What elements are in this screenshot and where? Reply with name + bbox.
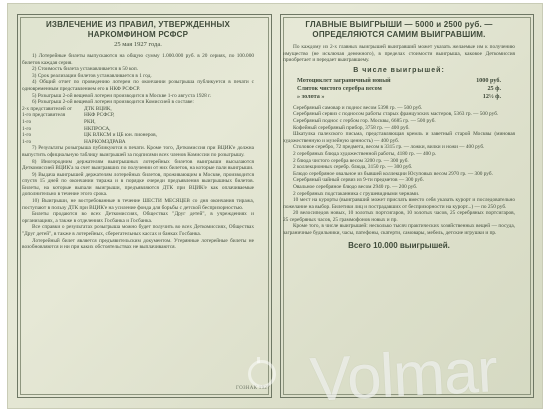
commission-row: 2-х представителей от ДТК ВЦИК, (22, 105, 112, 112)
rules-title-line1: ИЗВЛЕЧЕНИЕ ИЗ ПРАВИЛ, УТВЕРЖДЕННЫХ (45, 20, 231, 29)
prizes-total: Всего 10.000 выигрышей. (348, 240, 450, 250)
prize-item: 2 блюда чистого серебра весом 3200 гр. — 300 руб. (293, 157, 409, 164)
prize-item: 10 мест на курорты (выигравший может прислать вместо себя указать курорт и последовательно пожелание на выбор. Билетики лиц и пострадавших от беспризорности на курорт...) — по 250 руб. (283, 197, 515, 210)
rule-9: 9) Выдача выигрышей держателям лотерейных билетов, проживающим в Москве, производится спустя 15 дней по окончании тиража и в порядке очереди предъявления выигрышных билетов. Билеты, на которые выпали выигрыши, предъявляются ДТК при ВЦИК'е как оплачиваемые дополнительно в течение этого срока. (22, 171, 254, 198)
printer-mark: ГОЗНАК 1927 (236, 386, 270, 391)
commission-row: 1-го ЦК ВЛКСМ и ЦБ юн. пионеров, (22, 132, 157, 139)
rule-2: 2) Стоимость билета устанавливается в 50 коп. (32, 66, 139, 73)
prize-row: Слиток чистого серебра весом 25 ф. (297, 84, 501, 92)
right-column-prizes (283, 20, 515, 388)
rule-6: 6) Розыгрыш 2-ой вещевой лотереи производится Комиссией в составе: (32, 99, 194, 106)
prizes-title-line2: ОПРЕДЕЛЯЮТСЯ САМИМ ВЫИГРАВШИМ. (312, 30, 486, 39)
rules-title-line2: НАРКОМФИНОМ РСФСР (87, 30, 189, 39)
inquiry-note: Все справки о результатах розыгрыша можно будет получить во всех Деткомиссиях, Обществах "Друг детей", в также в лотерейных, сберегательных кассах и банках Госбанка. (22, 224, 254, 238)
prize-row: Мотоциклет заграничный новый 1000 руб. (297, 76, 501, 84)
prizes-title-line1: ГЛАВНЫЕ ВЫИГРЫШИ — 5000 и 2500 руб. — (305, 20, 493, 29)
prize-item: 20 велосипедов новых, 10 золотых портсигаров, 10 золотых часов, 25 серебряных портсигаров, 25 серебряных часов, 25 граммофонов новых и пр. (283, 210, 515, 223)
rules-date: 25 мая 1927 года. (114, 41, 162, 48)
rule-1: 1) Лотерейные билеты выпускаются на общую сумму 1.000.000 руб. в 20 сериях, по 100.000 билетов каждая серия. (22, 53, 254, 66)
sales-note: Билеты продаются во всех Деткомиссиях, Обществах "Друг детей", в учреждениях и организациях, а также в отделениях Госбанка и Госбанка. (22, 211, 254, 224)
prize-item: 2 серебряных подстаканника с грушевидными чернами. (293, 190, 420, 197)
commission-row: 1-го НАРКОМЗДРАВА (22, 138, 126, 145)
rule-5: 5) Розыгрыш 2-ой вещевой лотереи производится в Москве 1-го августа 1928 г. (32, 92, 212, 99)
rule-7: 7) Результаты розыгрыша публикуются в печати. Кроме того, Деткомиссия при ВЦИК'е должна выпустить официальную таблицу выигрышей за подписями всех членов Комиссии по розыгрышу. (22, 145, 254, 158)
prize-item: Кроме того, в числе выигрышей: несколько тысяч практических хозяйственных вещей — посуда, заграничные будильники, часы, патефоны, скатерти, самовары, мебель, детские игрушки и пр. (283, 223, 515, 237)
rule-4: 4) Общий отчет по проведению лотереи по окончании розыгрыша публикуется в печати с одновременным представлением его в НКФ РСФСР. (22, 79, 254, 92)
main-prize-explanation: По каждому из 2-х главных выигрышей выигравший может указать желаемые им к получению имущество (не исключая денежного), в пределах стоимости выигрыша, каковое Деткомиссия приобретает и передает выигравшему. (283, 44, 515, 64)
prize-item: 2 серебряных блюда художественной работы, 4180 гр. — 400 р. (293, 150, 437, 157)
prize-item: Серебряный поднос с гербом гор. Москвы, 6685 гр. — 500 руб. (293, 117, 436, 124)
prize-item: Серебряный сервиз с подносом работы старых французских мастеров, 5363 гр. — 500 руб. (293, 111, 499, 118)
prize-item: Кофейный серебряный прибор, 3758 гр. — 400 руб. (293, 124, 410, 131)
prize-item: Столовое серебро, 72 предмета, весом в 3315 гр. — ложки, вилки и ножи — 400 руб. (293, 144, 485, 151)
prize-item: Серебряный самовар и поднос весом 5398 гр. — 500 руб. (293, 104, 423, 111)
prize-item: Серебряный чайный сервиз из 9-ти предметов — 300 руб. (293, 177, 424, 184)
bearer-note: Лотерейный билет является предъявительским документом. Утерянные лотерейные билеты не возобновляются и ни при каких обстоятельствах не выплачиваются. (22, 237, 254, 251)
prizes-section-heading: В числе выигрышей: (353, 66, 445, 74)
left-column-rules (22, 20, 254, 388)
commission-row: 1-го РКИ, (22, 118, 96, 125)
prize-row: » золота » 12½ ф. (297, 92, 501, 100)
rule-8: 8) Иногородним держателям выигрышных лотерейных билетов выигрыши высылаются Деткомиссией ВЦИК'а за счет выигравших по получении от них билетов, на которые пали выигрыши. (22, 158, 254, 172)
prize-item: Овальное серебряное блюдо весом 2940 гр. — 200 руб. (293, 183, 418, 190)
rule-10: 10) Выигрыши, не востребованные в течение ШЕСТИ МЕСЯЦЕВ со дня окончания тиража, поступают в пользу ДТК при ВЦИК'е на усиление фонда для борьбы с детской беспризорностью. (22, 198, 254, 211)
commission-row: 1-го НКПРОСА, (22, 125, 111, 132)
commission-row: 1-го представителя НКФ РСФСР, (22, 112, 115, 119)
rule-3: 3) Срок реализации билетов устанавливается в 1 год. (32, 72, 152, 79)
prize-item: 2 коллекционных серебр. блюда, 3150 гр. — 300 руб. (293, 164, 413, 171)
watermark: Volmar (308, 336, 499, 415)
prize-item: Блюдо серебряное овальное из бывшей коллекции Юсуповых весом 2970 гр. — 300 руб. (293, 170, 493, 177)
prize-item: Шкатулка палехского письма, представляющая кремль и заветный старой Москвы (миновая художественную и музейную ценность) — 400 руб. (283, 131, 515, 144)
watermark-logo-icon (248, 360, 276, 388)
commission-list (22, 106, 254, 146)
